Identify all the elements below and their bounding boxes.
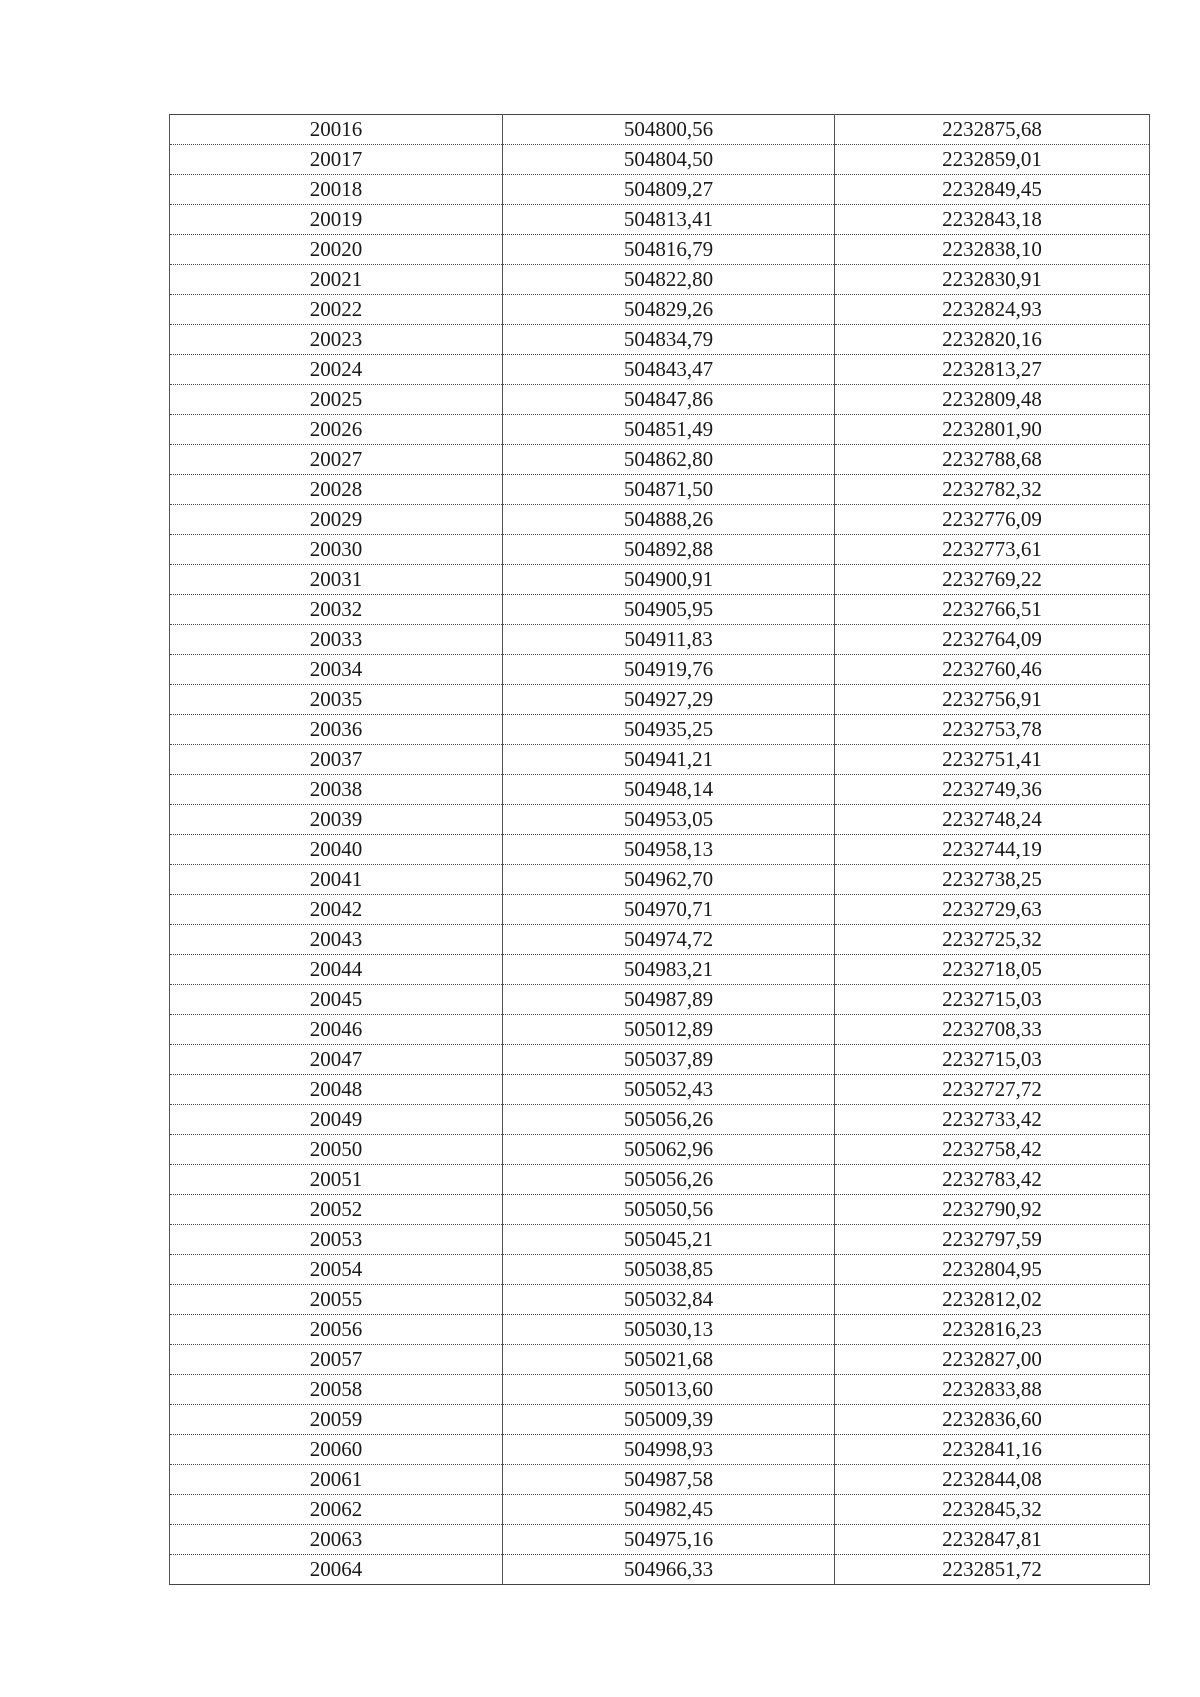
table-row	[170, 505, 1150, 535]
y-coordinate-cell: 2232718,05	[835, 955, 1150, 985]
x-coordinate-cell: 504809,27	[503, 175, 835, 205]
point-number-cell: 20062	[170, 1495, 503, 1525]
y-coordinate-cell: 2232782,32	[835, 475, 1150, 505]
point-number-cell: 20050	[170, 1135, 503, 1165]
x-coordinate-cell: 504905,95	[503, 595, 835, 625]
y-coordinate-cell: 2232738,25	[835, 865, 1150, 895]
y-coordinate-cell: 2232727,72	[835, 1075, 1150, 1105]
point-number-cell: 20019	[170, 205, 503, 235]
table-row	[170, 1195, 1150, 1225]
point-number-cell: 20033	[170, 625, 503, 655]
table-row	[170, 805, 1150, 835]
table-row	[170, 835, 1150, 865]
y-coordinate-cell: 2232812,02	[835, 1285, 1150, 1315]
x-coordinate-cell: 504847,86	[503, 385, 835, 415]
x-coordinate-cell: 504834,79	[503, 325, 835, 355]
y-coordinate-cell: 2232708,33	[835, 1015, 1150, 1045]
y-coordinate-cell: 2232809,48	[835, 385, 1150, 415]
y-coordinate-cell: 2232813,27	[835, 355, 1150, 385]
table-row	[170, 1015, 1150, 1045]
y-coordinate-cell: 2232843,18	[835, 205, 1150, 235]
point-number-cell: 20035	[170, 685, 503, 715]
y-coordinate-cell: 2232851,72	[835, 1555, 1150, 1585]
table-row	[170, 1435, 1150, 1465]
point-number-cell: 20032	[170, 595, 503, 625]
x-coordinate-cell: 504829,26	[503, 295, 835, 325]
x-coordinate-cell: 504941,21	[503, 745, 835, 775]
x-coordinate-cell: 504953,05	[503, 805, 835, 835]
table-row	[170, 295, 1150, 325]
x-coordinate-cell: 505045,21	[503, 1225, 835, 1255]
table-row	[170, 1075, 1150, 1105]
point-number-cell: 20058	[170, 1375, 503, 1405]
table-row	[170, 925, 1150, 955]
table-row	[170, 115, 1150, 145]
point-number-cell: 20042	[170, 895, 503, 925]
x-coordinate-cell: 504974,72	[503, 925, 835, 955]
point-number-cell: 20038	[170, 775, 503, 805]
x-coordinate-cell: 504851,49	[503, 415, 835, 445]
y-coordinate-cell: 2232769,22	[835, 565, 1150, 595]
table-row	[170, 775, 1150, 805]
table-row	[170, 145, 1150, 175]
table-row	[170, 1105, 1150, 1135]
y-coordinate-cell: 2232753,78	[835, 715, 1150, 745]
y-coordinate-cell: 2232827,00	[835, 1345, 1150, 1375]
x-coordinate-cell: 504962,70	[503, 865, 835, 895]
table-row	[170, 445, 1150, 475]
table-row	[170, 1165, 1150, 1195]
table-row	[170, 1255, 1150, 1285]
point-number-cell: 20040	[170, 835, 503, 865]
y-coordinate-cell: 2232776,09	[835, 505, 1150, 535]
coordinates-table	[169, 114, 1150, 1585]
table-row	[170, 565, 1150, 595]
point-number-cell: 20021	[170, 265, 503, 295]
x-coordinate-cell: 505052,43	[503, 1075, 835, 1105]
x-coordinate-cell: 504927,29	[503, 685, 835, 715]
point-number-cell: 20027	[170, 445, 503, 475]
point-number-cell: 20024	[170, 355, 503, 385]
y-coordinate-cell: 2232766,51	[835, 595, 1150, 625]
x-coordinate-cell: 504935,25	[503, 715, 835, 745]
point-number-cell: 20054	[170, 1255, 503, 1285]
x-coordinate-cell: 504998,93	[503, 1435, 835, 1465]
y-coordinate-cell: 2232833,88	[835, 1375, 1150, 1405]
x-coordinate-cell: 504948,14	[503, 775, 835, 805]
table-row	[170, 1375, 1150, 1405]
point-number-cell: 20060	[170, 1435, 503, 1465]
table-row	[170, 1315, 1150, 1345]
point-number-cell: 20055	[170, 1285, 503, 1315]
y-coordinate-cell: 2232849,45	[835, 175, 1150, 205]
point-number-cell: 20029	[170, 505, 503, 535]
table-row	[170, 895, 1150, 925]
x-coordinate-cell: 505038,85	[503, 1255, 835, 1285]
y-coordinate-cell: 2232725,32	[835, 925, 1150, 955]
table-row	[170, 175, 1150, 205]
point-number-cell: 20053	[170, 1225, 503, 1255]
point-number-cell: 20043	[170, 925, 503, 955]
point-number-cell: 20046	[170, 1015, 503, 1045]
x-coordinate-cell: 504800,56	[503, 115, 835, 145]
table-row	[170, 1555, 1150, 1585]
y-coordinate-cell: 2232773,61	[835, 535, 1150, 565]
table-row	[170, 655, 1150, 685]
x-coordinate-cell: 504982,45	[503, 1495, 835, 1525]
y-coordinate-cell: 2232751,41	[835, 745, 1150, 775]
x-coordinate-cell: 504862,80	[503, 445, 835, 475]
point-number-cell: 20036	[170, 715, 503, 745]
y-coordinate-cell: 2232797,59	[835, 1225, 1150, 1255]
table-row	[170, 745, 1150, 775]
y-coordinate-cell: 2232749,36	[835, 775, 1150, 805]
point-number-cell: 20016	[170, 115, 503, 145]
table-row	[170, 1405, 1150, 1435]
table-row	[170, 1345, 1150, 1375]
table-row	[170, 475, 1150, 505]
coordinates-table-body	[170, 115, 1150, 1585]
x-coordinate-cell: 504987,89	[503, 985, 835, 1015]
table-row	[170, 1525, 1150, 1555]
y-coordinate-cell: 2232859,01	[835, 145, 1150, 175]
table-row	[170, 1135, 1150, 1165]
x-coordinate-cell: 504919,76	[503, 655, 835, 685]
table-row	[170, 205, 1150, 235]
x-coordinate-cell: 504804,50	[503, 145, 835, 175]
table-row	[170, 265, 1150, 295]
y-coordinate-cell: 2232820,16	[835, 325, 1150, 355]
y-coordinate-cell: 2232790,92	[835, 1195, 1150, 1225]
y-coordinate-cell: 2232801,90	[835, 415, 1150, 445]
y-coordinate-cell: 2232760,46	[835, 655, 1150, 685]
y-coordinate-cell: 2232838,10	[835, 235, 1150, 265]
table-row	[170, 415, 1150, 445]
x-coordinate-cell: 505062,96	[503, 1135, 835, 1165]
table-row	[170, 595, 1150, 625]
point-number-cell: 20063	[170, 1525, 503, 1555]
y-coordinate-cell: 2232804,95	[835, 1255, 1150, 1285]
table-row	[170, 325, 1150, 355]
point-number-cell: 20049	[170, 1105, 503, 1135]
table-row	[170, 715, 1150, 745]
table-row	[170, 235, 1150, 265]
y-coordinate-cell: 2232841,16	[835, 1435, 1150, 1465]
y-coordinate-cell: 2232836,60	[835, 1405, 1150, 1435]
point-number-cell: 20030	[170, 535, 503, 565]
point-number-cell: 20041	[170, 865, 503, 895]
table-row	[170, 955, 1150, 985]
point-number-cell: 20034	[170, 655, 503, 685]
point-number-cell: 20057	[170, 1345, 503, 1375]
point-number-cell: 20039	[170, 805, 503, 835]
x-coordinate-cell: 504983,21	[503, 955, 835, 985]
y-coordinate-cell: 2232715,03	[835, 1045, 1150, 1075]
point-number-cell: 20022	[170, 295, 503, 325]
point-number-cell: 20031	[170, 565, 503, 595]
point-number-cell: 20037	[170, 745, 503, 775]
x-coordinate-cell: 504911,83	[503, 625, 835, 655]
table-row	[170, 1495, 1150, 1525]
x-coordinate-cell: 504892,88	[503, 535, 835, 565]
point-number-cell: 20059	[170, 1405, 503, 1435]
point-number-cell: 20056	[170, 1315, 503, 1345]
y-coordinate-cell: 2232729,63	[835, 895, 1150, 925]
y-coordinate-cell: 2232758,42	[835, 1135, 1150, 1165]
x-coordinate-cell: 505009,39	[503, 1405, 835, 1435]
x-coordinate-cell: 505013,60	[503, 1375, 835, 1405]
table-row	[170, 1045, 1150, 1075]
x-coordinate-cell: 504816,79	[503, 235, 835, 265]
x-coordinate-cell: 504975,16	[503, 1525, 835, 1555]
y-coordinate-cell: 2232844,08	[835, 1465, 1150, 1495]
table-row	[170, 1465, 1150, 1495]
y-coordinate-cell: 2232733,42	[835, 1105, 1150, 1135]
table-row	[170, 1285, 1150, 1315]
point-number-cell: 20020	[170, 235, 503, 265]
table-row	[170, 535, 1150, 565]
point-number-cell: 20047	[170, 1045, 503, 1075]
x-coordinate-cell: 505012,89	[503, 1015, 835, 1045]
point-number-cell: 20052	[170, 1195, 503, 1225]
y-coordinate-cell: 2232816,23	[835, 1315, 1150, 1345]
table-row	[170, 985, 1150, 1015]
point-number-cell: 20026	[170, 415, 503, 445]
y-coordinate-cell: 2232788,68	[835, 445, 1150, 475]
x-coordinate-cell: 505056,26	[503, 1165, 835, 1195]
x-coordinate-cell: 504970,71	[503, 895, 835, 925]
point-number-cell: 20023	[170, 325, 503, 355]
x-coordinate-cell: 505032,84	[503, 1285, 835, 1315]
x-coordinate-cell: 504822,80	[503, 265, 835, 295]
x-coordinate-cell: 504900,91	[503, 565, 835, 595]
x-coordinate-cell: 504958,13	[503, 835, 835, 865]
y-coordinate-cell: 2232756,91	[835, 685, 1150, 715]
table-row	[170, 1225, 1150, 1255]
point-number-cell: 20044	[170, 955, 503, 985]
x-coordinate-cell: 505030,13	[503, 1315, 835, 1345]
point-number-cell: 20051	[170, 1165, 503, 1195]
x-coordinate-cell: 505056,26	[503, 1105, 835, 1135]
y-coordinate-cell: 2232875,68	[835, 115, 1150, 145]
table-row	[170, 355, 1150, 385]
x-coordinate-cell: 504871,50	[503, 475, 835, 505]
x-coordinate-cell: 504966,33	[503, 1555, 835, 1585]
x-coordinate-cell: 505021,68	[503, 1345, 835, 1375]
y-coordinate-cell: 2232715,03	[835, 985, 1150, 1015]
y-coordinate-cell: 2232847,81	[835, 1525, 1150, 1555]
y-coordinate-cell: 2232744,19	[835, 835, 1150, 865]
point-number-cell: 20045	[170, 985, 503, 1015]
y-coordinate-cell: 2232830,91	[835, 265, 1150, 295]
point-number-cell: 20025	[170, 385, 503, 415]
y-coordinate-cell: 2232845,32	[835, 1495, 1150, 1525]
point-number-cell: 20018	[170, 175, 503, 205]
x-coordinate-cell: 505037,89	[503, 1045, 835, 1075]
table-row	[170, 625, 1150, 655]
point-number-cell: 20061	[170, 1465, 503, 1495]
table-row	[170, 385, 1150, 415]
y-coordinate-cell: 2232783,42	[835, 1165, 1150, 1195]
table-row	[170, 685, 1150, 715]
point-number-cell: 20064	[170, 1555, 503, 1585]
x-coordinate-cell: 504813,41	[503, 205, 835, 235]
table-row	[170, 865, 1150, 895]
x-coordinate-cell: 504843,47	[503, 355, 835, 385]
y-coordinate-cell: 2232764,09	[835, 625, 1150, 655]
x-coordinate-cell: 504987,58	[503, 1465, 835, 1495]
point-number-cell: 20028	[170, 475, 503, 505]
y-coordinate-cell: 2232748,24	[835, 805, 1150, 835]
y-coordinate-cell: 2232824,93	[835, 295, 1150, 325]
x-coordinate-cell: 505050,56	[503, 1195, 835, 1225]
point-number-cell: 20017	[170, 145, 503, 175]
point-number-cell: 20048	[170, 1075, 503, 1105]
x-coordinate-cell: 504888,26	[503, 505, 835, 535]
